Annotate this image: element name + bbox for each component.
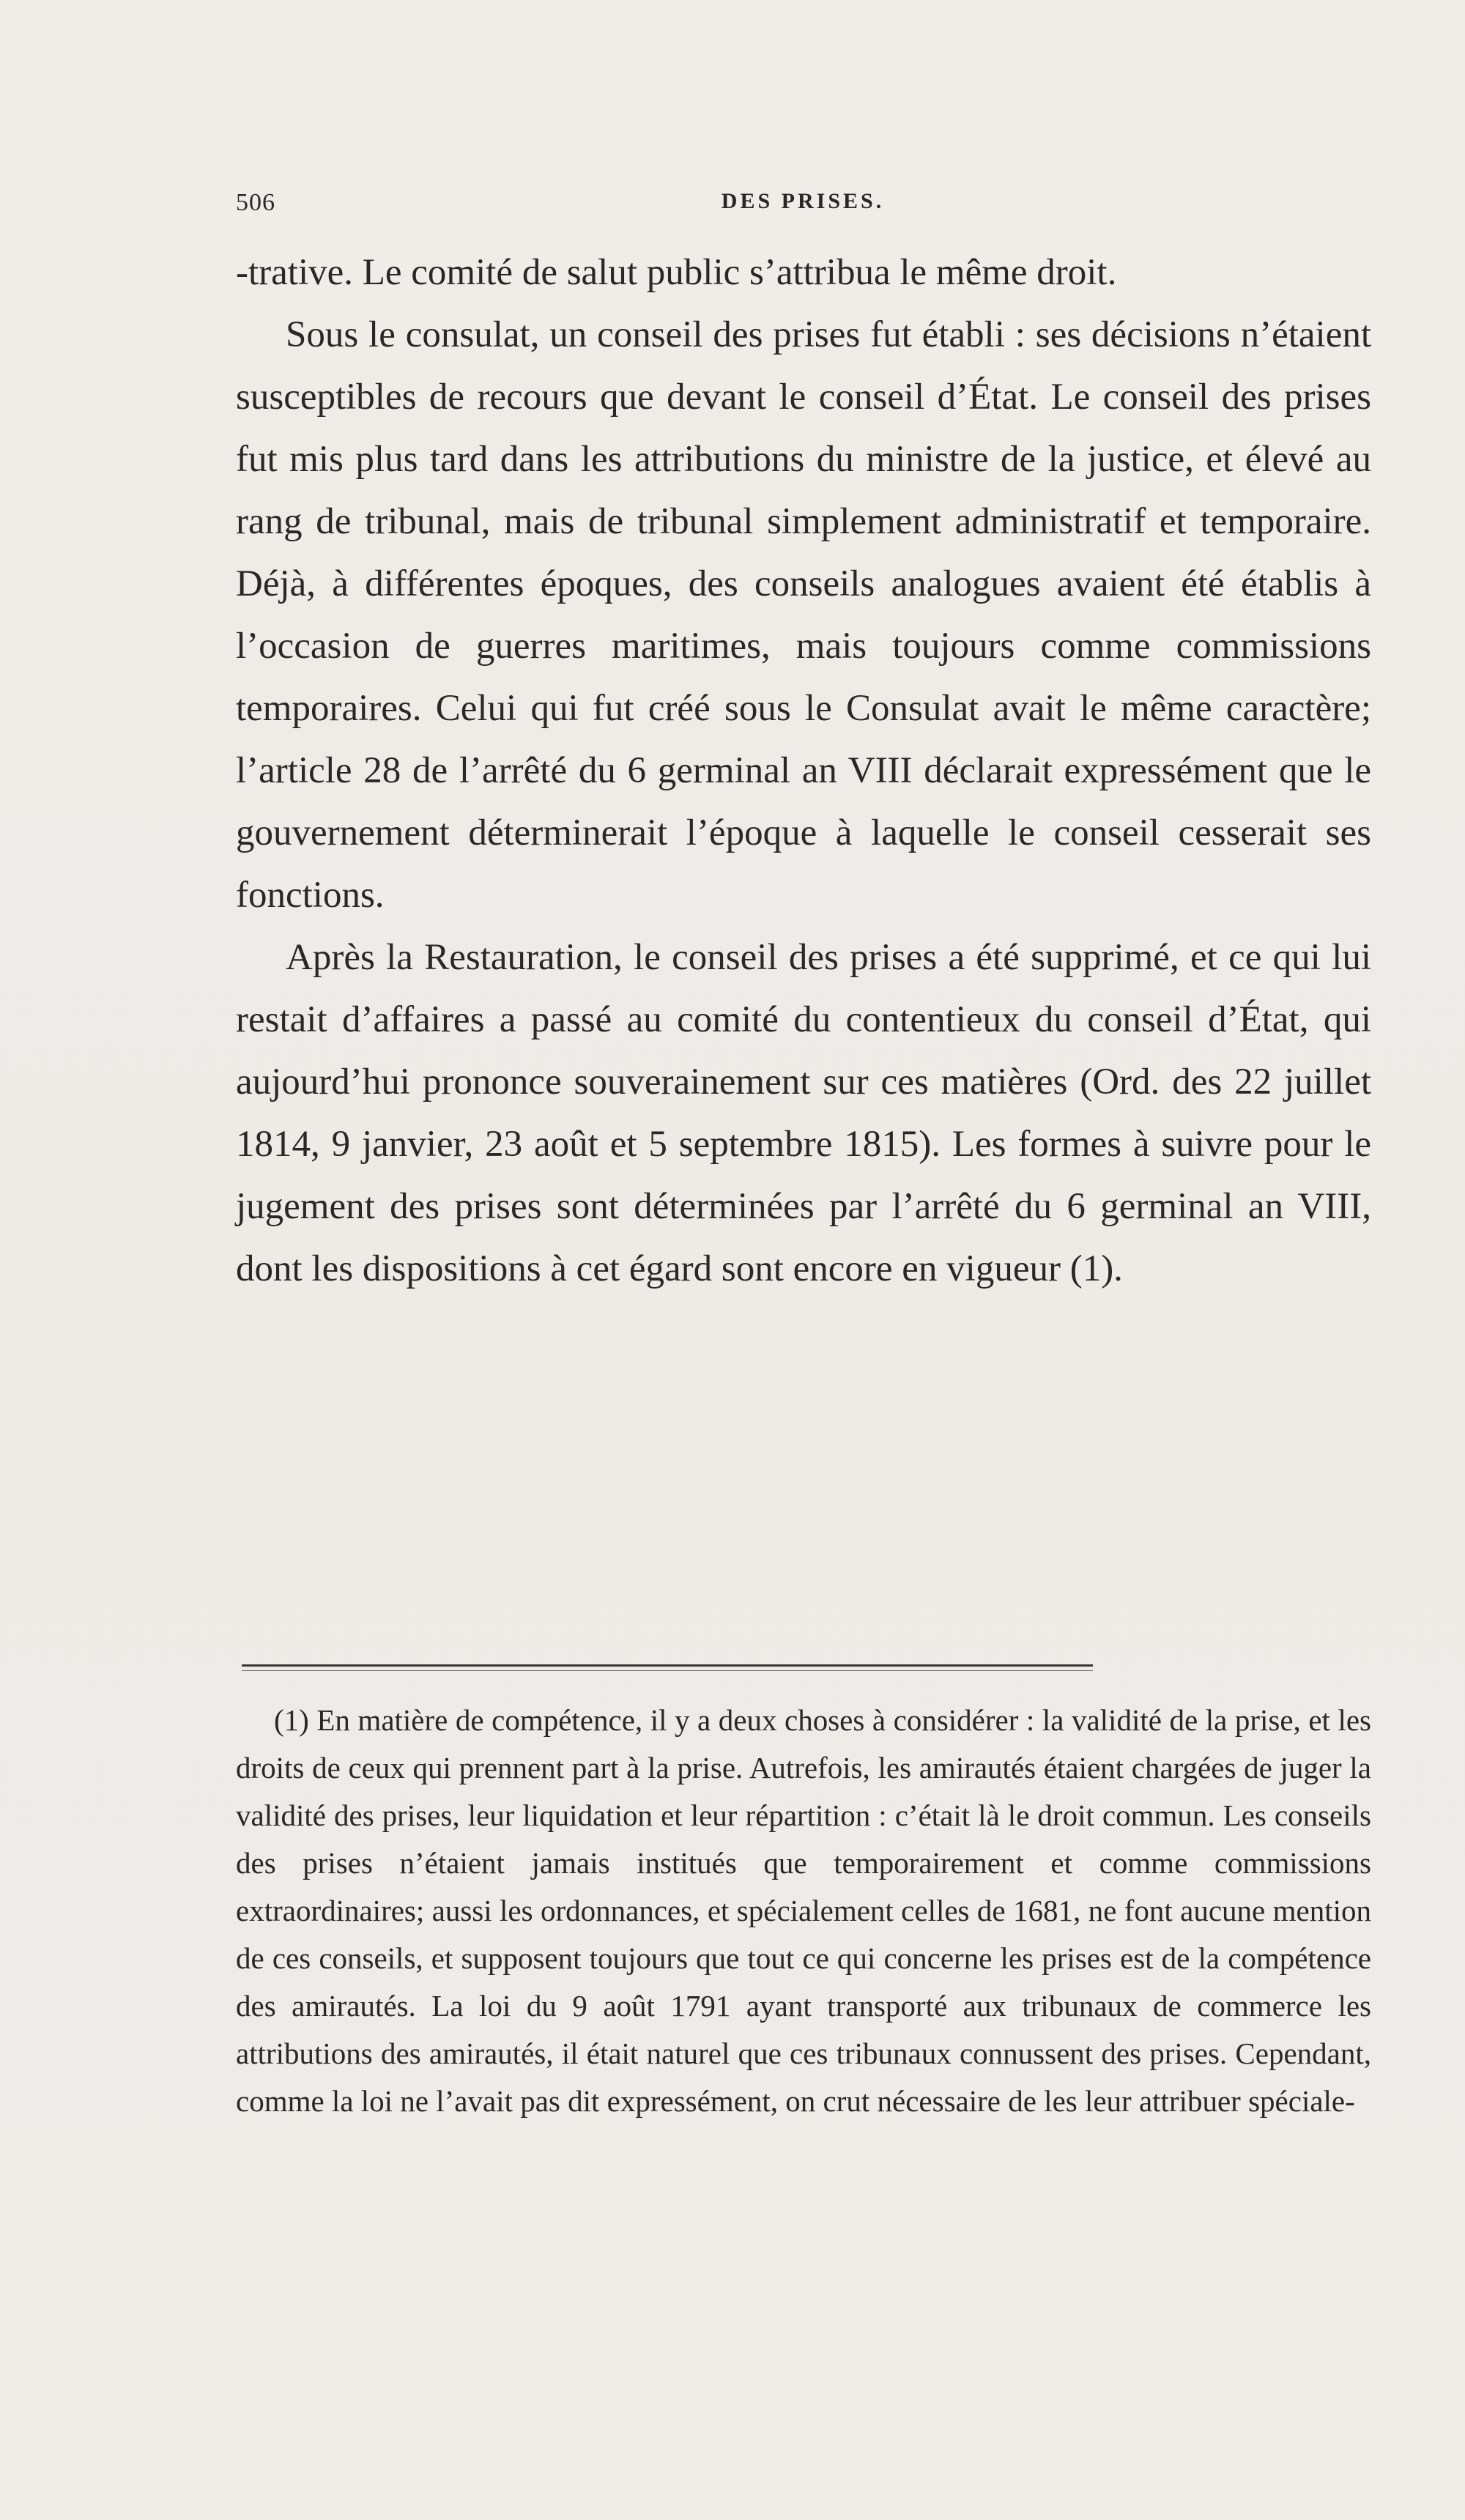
footnote-separator-thin: [242, 1670, 1093, 1671]
running-title: DES PRISES.: [721, 189, 885, 213]
paragraph-continuation: -trative. Le comité de salut public s’attribua le même droit.: [236, 252, 1117, 293]
footnote-separator: [242, 1664, 1093, 1667]
main-text: [236, 242, 1371, 1300]
paragraph-restauration: Après la Restauration, le conseil des prises a été supprimé, et ce qui lui restait d’affaires a passé au comité du contentieux du conseil d’État, qui aujourd’hui prononce souverainement sur ces matières (Ord. des 22 juillet 1814, 9 janvier, 23 août et 5 septembre 1815). Les formes à suivre pour le jugement des prises sont déterminées par l’arrêté du 6 germinal an VIII, dont les dispositions à cet égard sont encore en vigueur (1).: [236, 937, 1371, 1289]
page-number: 506: [236, 189, 275, 216]
page-header: [236, 189, 1370, 218]
paragraph-consulat: Sous le consulat, un conseil des prises fut établi : ses décisions n’étaient susceptibles de recours que devant le conseil d’État. Le conseil des prises fut mis plus tard dans les attributions du ministre de la justice, et élevé au rang de tribunal, mais de tribunal simplement administratif et temporaire. Déjà, à différentes époques, des conseils analogues avaient été établis à l’occasion de guerres maritimes, mais toujours comme commissions temporaires. Celui qui fut créé sous le Consulat avait le même caractère; l’article 28 de l’arrêté du 6 germinal an VIII déclarait expressément que le gouvernement déterminerait l’époque à laquelle le conseil cesserait ses fonctions.: [236, 314, 1371, 916]
footnote: (1) En matière de compétence, il y a deux choses à considérer : la validité de la prise, et les droits de ceux qui prennent part à la prise. Autrefois, les amirautés étaient chargées de juger la validité des prises, leur liquidation et leur répartition : c’était là le droit commun. Les conseils des prises n’étaient jamais institués que temporairement et comme commissions extraordinaires; aussi les ordonnances, et spécialement celles de 1681, ne font aucune mention de ces conseils, et supposent toujours que tout ce qui concerne les prises est de la compétence des amirautés. La loi du 9 août 1791 ayant transporté aux tribunaux de commerce les attributions des amirautés, il était naturel que ces tribunaux connussent des prises. Cependant, comme la loi ne l’avait pas dit expressément, on crut nécessaire de les leur attribuer spéciale-: [236, 1703, 1371, 2118]
